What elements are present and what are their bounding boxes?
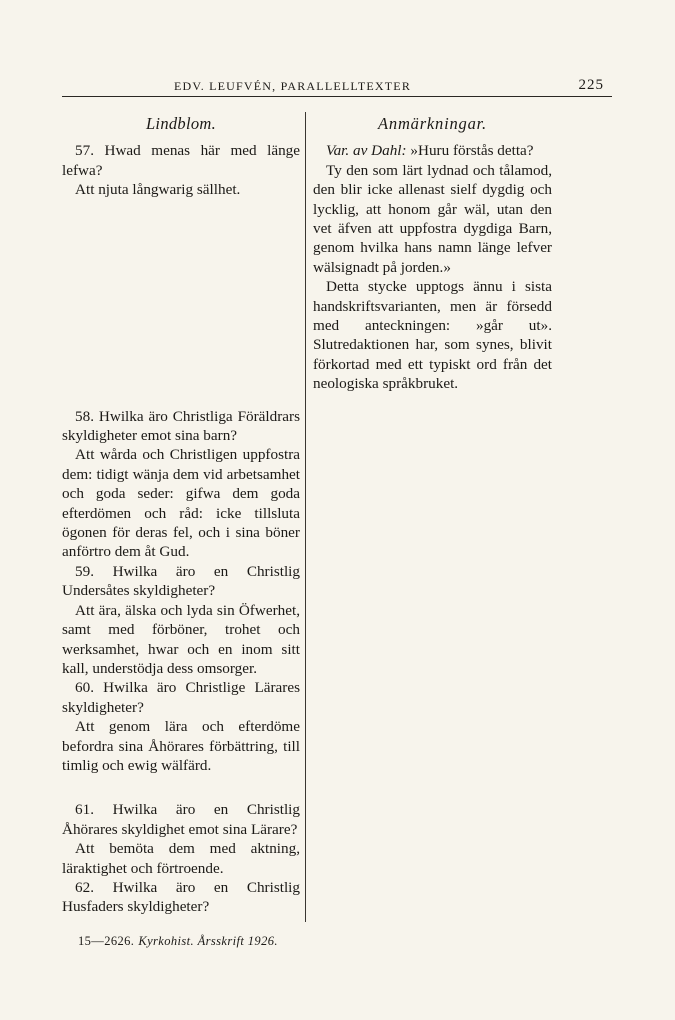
variant-label: Var. <box>326 142 350 160</box>
answer-61: Att bemöta dem med aktning, läraktighet och förtroende. <box>62 840 300 877</box>
variant-source: Dahl: <box>371 142 407 160</box>
journal-name: Kyrkohist. Årsskrift 1926. <box>138 934 278 948</box>
variant-note <box>313 141 552 160</box>
question-59: 59. Hwilka äro en Christlig Undersåtes skyldigheter? <box>62 562 300 600</box>
column-divider <box>305 112 306 922</box>
left-column <box>62 114 300 917</box>
right-column <box>313 114 552 394</box>
printer-signature: 15—2626. <box>78 934 135 948</box>
editorial-remark: Detta stycke upptogs ännu i sista handskriftsvarianten, men är försedd med anteckningen: »går ut». Slutredaktionen har, som synes, blivit förkortad med ett typiskt ord från det neologiska språkbruket. <box>313 278 552 393</box>
variant-quote: »Huru förstås detta? <box>410 142 534 160</box>
answer-60: Att genom lära och efterdöme befordra sina Åhörares förbättring, till timlig och ewig wälfärd. <box>62 718 300 774</box>
page-number: 225 <box>578 77 604 93</box>
variant-av: av <box>353 142 368 160</box>
answer-58: Att wårda och Christligen uppfostra dem: tidigt wänja dem vid arbetsamhet och goda seder: gifwa dem goda efterdömen och råd: icke tillsluta ögonen för deras fel, och i sina böner anförtro dem åt Gud. <box>62 446 300 561</box>
variant-quote-continued: Ty den som lärt lydnad och tålamod, den blir icke allenast sielf dygdig och lycklig, att honom går wäl, utan den vet äfven att uppfostra dygdiga Barn, genom hvilka hans namn länge lefver wälsignadt på jorden.» <box>313 161 552 276</box>
answer-57: Att njuta långwarig sällhet. <box>75 181 241 199</box>
running-head: EDV. LEUFVÉN, PARALLELLTEXTER <box>174 79 412 93</box>
question-58: 58. Hwilka äro Christliga Föräldrars skyldigheter emot sina barn? <box>62 407 300 445</box>
left-column-title: Lindblom. <box>145 114 217 133</box>
page-footer <box>78 934 278 949</box>
question-62: 62. Hwilka äro en Christlig Husfaders skyldigheter? <box>62 878 300 916</box>
answer-59: Att ära, älska och lyda sin Öfwerhet, samt med förböner, trohet och werksamhet, hwar och en inom sitt kall, understödja dess omsorger. <box>62 601 300 677</box>
question-57: 57. Hwad menas här med länge lefwa? <box>62 142 300 179</box>
question-61: 61. Hwilka äro en Christlig Åhörares skyldighet emot sina Lärare? <box>62 801 300 838</box>
question-60: 60. Hwilka äro Christlige Lärares skyldigheter? <box>62 679 300 716</box>
right-column-title: Anmärkningar. <box>378 114 487 133</box>
page-header <box>62 76 612 97</box>
